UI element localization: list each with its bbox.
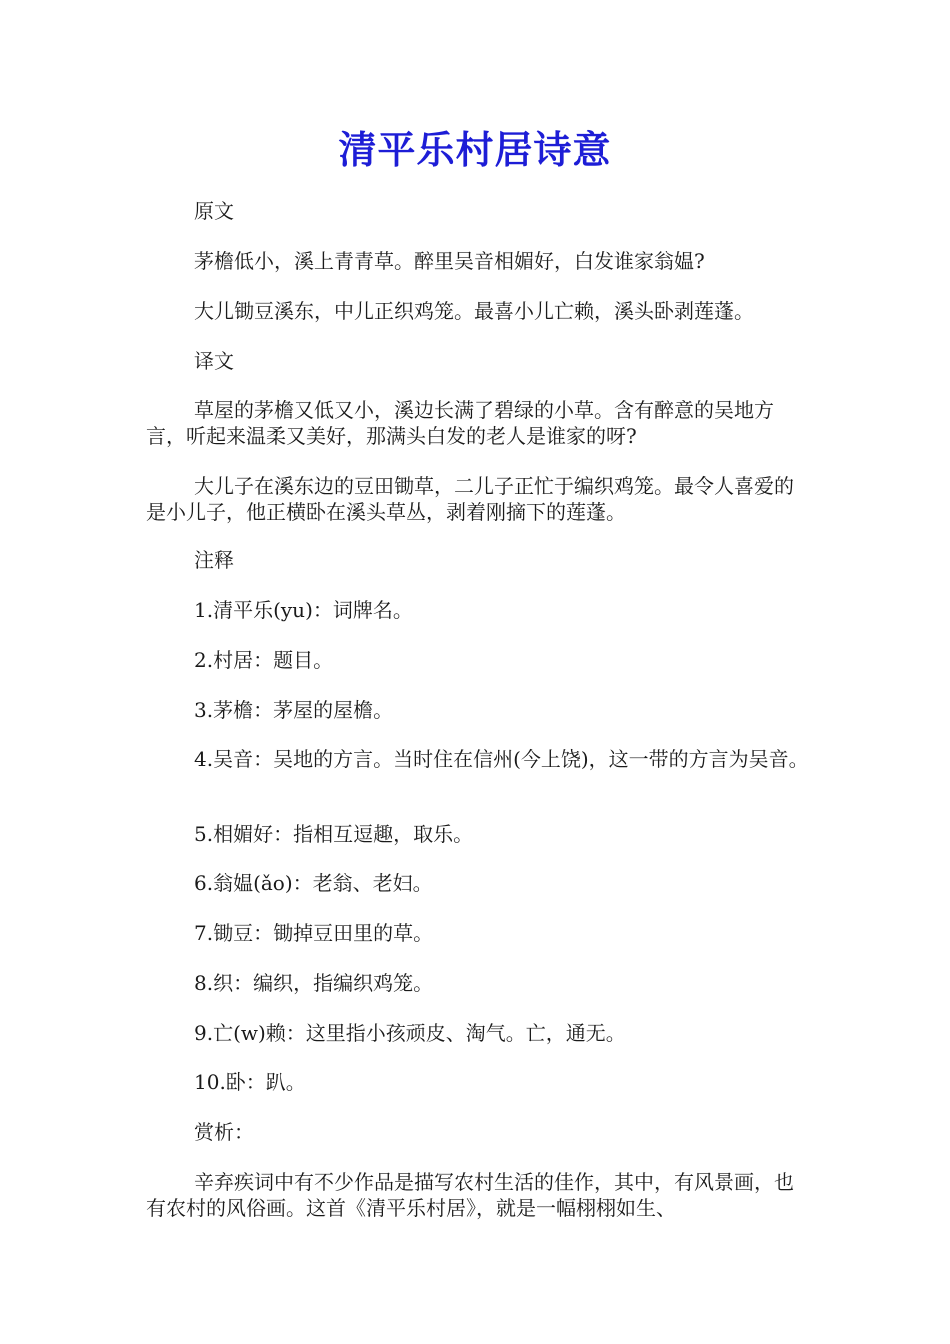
heading-original: 原文 bbox=[194, 199, 234, 223]
note-7: 7.锄豆：锄掉豆田里的草。 bbox=[194, 921, 434, 945]
note-5: 5.相媚好：指相互逗趣，取乐。 bbox=[194, 822, 474, 846]
note-6: 6.翁媪(ǎo)：老翁、老妇。 bbox=[194, 871, 433, 895]
poem-line-2: 大儿锄豆溪东，中儿正织鸡笼。最喜小儿亡赖，溪头卧剥莲蓬。 bbox=[194, 299, 754, 323]
appreciation-paragraph: 辛弃疾词中有不少作品是描写农村生活的佳作，其中，有风景画，也有农村的风俗画。这首《清平乐村居》，就是一幅栩栩如生、 bbox=[146, 1170, 794, 1220]
translation-paragraph-2: 大儿子在溪东边的豆田锄草，二儿子正忙于编织鸡笼。最令人喜爱的是小儿子，他正横卧在溪头草丛，剥着刚摘下的莲蓬。 bbox=[146, 474, 794, 524]
note-8: 8.织：编织，指编织鸡笼。 bbox=[194, 971, 434, 995]
note-9: 9.亡(w)赖：这里指小孩顽皮、淘气。亡，通无。 bbox=[194, 1021, 626, 1045]
note-10: 10.卧：趴。 bbox=[194, 1070, 306, 1094]
heading-translation: 译文 bbox=[194, 349, 234, 373]
note-4: 4.吴音：吴地的方言。当时住在信州(今上饶)，这一带的方言为吴音。 bbox=[194, 747, 809, 771]
note-1: 1.清平乐(yu)：词牌名。 bbox=[194, 598, 413, 622]
heading-appreciation: 赏析： bbox=[194, 1120, 254, 1144]
note-3: 3.茅檐：茅屋的屋檐。 bbox=[194, 698, 394, 722]
poem-line-1: 茅檐低小，溪上青青草。醉里吴音相媚好，白发谁家翁媪? bbox=[194, 249, 705, 273]
document-title: 清平乐村居诗意 bbox=[338, 128, 612, 172]
heading-notes: 注释 bbox=[194, 548, 234, 572]
translation-paragraph-1: 草屋的茅檐又低又小，溪边长满了碧绿的小草。含有醉意的吴地方言，听起来温柔又美好，那满头白发的老人是谁家的呀? bbox=[146, 398, 774, 448]
note-2: 2.村居：题目。 bbox=[194, 648, 334, 672]
